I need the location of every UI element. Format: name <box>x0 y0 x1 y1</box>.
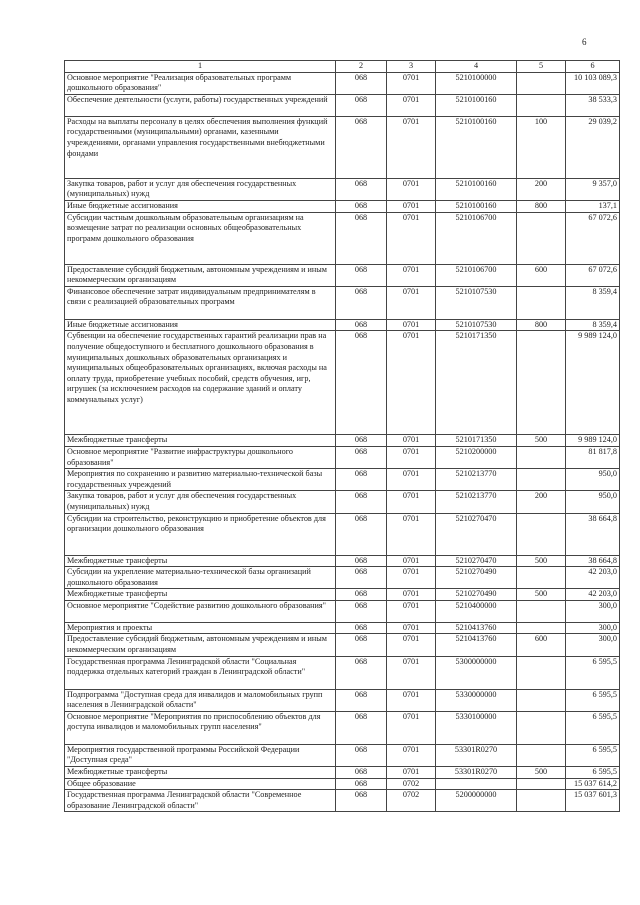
table-row <box>65 600 620 622</box>
cell-rz: 0701 <box>387 435 436 447</box>
cell-sum: 38 664,8 <box>566 555 620 567</box>
cell-sum: 67 072,6 <box>566 264 620 286</box>
table-row <box>65 435 620 447</box>
cell-rz: 0701 <box>387 656 436 689</box>
cell-name: Предоставление субсидий бюджетным, автономным учреждениям и иным некоммерческим организациям <box>65 634 336 656</box>
cell-rz: 0701 <box>387 744 436 766</box>
table-row <box>65 513 620 555</box>
cell-ved: 068 <box>336 491 387 513</box>
cell-ved: 068 <box>336 744 387 766</box>
cell-name: Мероприятия и проекты <box>65 622 336 634</box>
table-row <box>65 711 620 744</box>
cell-csr: 53301R0270 <box>436 767 517 779</box>
cell-name: Субсидии на строительство, реконструкцию и приобретение объектов для организации дошкольного образования <box>65 513 336 555</box>
budget-table <box>64 60 620 812</box>
cell-name: Основное мероприятие "Мероприятия по приспособлению объектов для доступа инвалидов и маломобильных групп населения" <box>65 711 336 744</box>
cell-name: Финансовое обеспечение затрат индивидуальным предпринимателям в связи с реализацией образовательных программ <box>65 286 336 319</box>
cell-rz: 0701 <box>387 264 436 286</box>
cell-name: Предоставление субсидий бюджетным, автономным учреждениям и иным некоммерческим организациям <box>65 264 336 286</box>
cell-csr: 5300000000 <box>436 656 517 689</box>
cell-vr <box>517 513 566 555</box>
cell-sum: 10 103 089,3 <box>566 72 620 94</box>
cell-rz: 0701 <box>387 513 436 555</box>
table-row <box>65 567 620 589</box>
cell-name: Иные бюджетные ассигнования <box>65 319 336 331</box>
cell-ved: 068 <box>336 767 387 779</box>
cell-name: Субсидии на укрепление материально-технической базы организаций дошкольного образования <box>65 567 336 589</box>
cell-rz: 0701 <box>387 622 436 634</box>
cell-ved: 068 <box>336 331 387 435</box>
cell-name: Межбюджетные трансферты <box>65 555 336 567</box>
cell-ved: 068 <box>336 446 387 468</box>
cell-vr: 200 <box>517 178 566 200</box>
cell-ved: 068 <box>336 200 387 212</box>
table-row <box>65 331 620 435</box>
cell-csr: 5210100160 <box>436 94 517 116</box>
cell-csr: 5210100160 <box>436 200 517 212</box>
cell-csr: 5210100160 <box>436 116 517 178</box>
cell-ved: 068 <box>336 656 387 689</box>
cell-rz: 0701 <box>387 689 436 711</box>
cell-ved: 068 <box>336 778 387 790</box>
cell-name: Субсидии частным дошкольным образовательным организациям на возмещение затрат по реализации основных общеобразовательных программ дошкольного образования <box>65 212 336 264</box>
cell-vr: 800 <box>517 319 566 331</box>
cell-vr <box>517 656 566 689</box>
cell-sum: 15 037 601,3 <box>566 790 620 812</box>
cell-sum: 950,0 <box>566 469 620 491</box>
header-cell-vr: 5 <box>517 61 566 73</box>
cell-sum: 300,0 <box>566 634 620 656</box>
cell-rz: 0701 <box>387 319 436 331</box>
table-row <box>65 446 620 468</box>
cell-name: Мероприятия государственной программы Российской Федерации "Доступная среда" <box>65 744 336 766</box>
cell-name: Государственная программа Ленинградской области "Современное образование Ленинградской области" <box>65 790 336 812</box>
cell-csr: 5210270470 <box>436 513 517 555</box>
cell-sum: 950,0 <box>566 491 620 513</box>
cell-rz: 0702 <box>387 778 436 790</box>
cell-ved: 068 <box>336 264 387 286</box>
cell-sum: 9 989 124,0 <box>566 331 620 435</box>
cell-vr: 500 <box>517 435 566 447</box>
cell-ved: 068 <box>336 600 387 622</box>
cell-rz: 0701 <box>387 446 436 468</box>
cell-name: Закупка товаров, работ и услуг для обеспечения государственных (муниципальных) нужд <box>65 178 336 200</box>
cell-vr <box>517 212 566 264</box>
table-row <box>65 589 620 601</box>
cell-sum: 6 595,5 <box>566 744 620 766</box>
cell-ved: 068 <box>336 711 387 744</box>
table-row <box>65 778 620 790</box>
cell-ved: 068 <box>336 555 387 567</box>
cell-name: Основное мероприятие "Содействие развитию дошкольного образования" <box>65 600 336 622</box>
cell-vr <box>517 446 566 468</box>
cell-rz: 0701 <box>387 331 436 435</box>
cell-ved: 068 <box>336 178 387 200</box>
cell-sum: 38 533,3 <box>566 94 620 116</box>
cell-name: Иные бюджетные ассигнования <box>65 200 336 212</box>
table-row <box>65 622 620 634</box>
cell-name: Мероприятия по сохранению и развитию материально-технической базы государственных учреждений <box>65 469 336 491</box>
cell-csr: 5210200000 <box>436 446 517 468</box>
table-row <box>65 689 620 711</box>
cell-csr <box>436 778 517 790</box>
cell-name: Межбюджетные трансферты <box>65 589 336 601</box>
cell-rz: 0701 <box>387 555 436 567</box>
cell-rz: 0701 <box>387 589 436 601</box>
table-row <box>65 767 620 779</box>
cell-name: Субвенции на обеспечение государственных гарантий реализации прав на получение общедоступного и бесплатного дошкольного образования в муниципальных дошкольных образовательных организациях и муниципальных общеобразовательных организациях, включая расходы на оплату труда, приобретение учебных пособий, средств обучения, игр, игрушек (за исключением расходов на содержание зданий и оплату коммунальных услуг) <box>65 331 336 435</box>
cell-sum: 8 359,4 <box>566 319 620 331</box>
cell-ved: 068 <box>336 72 387 94</box>
table-row <box>65 212 620 264</box>
cell-name: Государственная программа Ленинградской области "Социальная поддержка отдельных категорий граждан в Ленинградской области" <box>65 656 336 689</box>
cell-sum: 8 359,4 <box>566 286 620 319</box>
cell-vr <box>517 790 566 812</box>
cell-name: Подпрограмма "Доступная среда для инвалидов и маломобильных групп населения в Ленинградской области" <box>65 689 336 711</box>
cell-csr: 53301R0270 <box>436 744 517 766</box>
cell-rz: 0701 <box>387 286 436 319</box>
cell-rz: 0701 <box>387 178 436 200</box>
cell-ved: 068 <box>336 622 387 634</box>
cell-csr: 5210270470 <box>436 555 517 567</box>
cell-ved: 068 <box>336 435 387 447</box>
cell-rz: 0701 <box>387 200 436 212</box>
cell-csr: 5330100000 <box>436 711 517 744</box>
cell-ved: 068 <box>336 116 387 178</box>
cell-vr: 200 <box>517 491 566 513</box>
cell-sum: 29 039,2 <box>566 116 620 178</box>
cell-rz: 0701 <box>387 600 436 622</box>
cell-vr <box>517 331 566 435</box>
cell-ved: 068 <box>336 513 387 555</box>
cell-ved: 068 <box>336 634 387 656</box>
cell-vr <box>517 600 566 622</box>
header-cell-csr: 4 <box>436 61 517 73</box>
cell-name: Основное мероприятие "Развитие инфраструктуры дошкольного образования" <box>65 446 336 468</box>
cell-csr: 5210213770 <box>436 469 517 491</box>
table-row <box>65 744 620 766</box>
cell-csr: 5210171350 <box>436 331 517 435</box>
cell-ved: 068 <box>336 469 387 491</box>
cell-csr: 5210400000 <box>436 600 517 622</box>
cell-vr <box>517 711 566 744</box>
cell-csr: 5210413760 <box>436 622 517 634</box>
cell-sum: 6 595,5 <box>566 767 620 779</box>
cell-sum: 300,0 <box>566 622 620 634</box>
cell-csr: 5210213770 <box>436 491 517 513</box>
table-row <box>65 634 620 656</box>
table-row <box>65 469 620 491</box>
cell-rz: 0701 <box>387 567 436 589</box>
cell-vr <box>517 778 566 790</box>
cell-sum: 9 357,0 <box>566 178 620 200</box>
cell-rz: 0701 <box>387 72 436 94</box>
cell-vr <box>517 744 566 766</box>
cell-ved: 068 <box>336 286 387 319</box>
cell-sum: 137,1 <box>566 200 620 212</box>
cell-rz: 0701 <box>387 711 436 744</box>
cell-vr: 500 <box>517 767 566 779</box>
cell-rz: 0701 <box>387 212 436 264</box>
header-cell-name: 1 <box>65 61 336 73</box>
cell-name: Межбюджетные трансферты <box>65 435 336 447</box>
cell-rz: 0701 <box>387 767 436 779</box>
cell-rz: 0701 <box>387 634 436 656</box>
table-row <box>65 116 620 178</box>
cell-csr: 5210270490 <box>436 567 517 589</box>
cell-ved: 068 <box>336 567 387 589</box>
cell-csr: 5210413760 <box>436 634 517 656</box>
cell-rz: 0702 <box>387 790 436 812</box>
cell-sum: 81 817,8 <box>566 446 620 468</box>
cell-csr: 5210106700 <box>436 212 517 264</box>
cell-vr: 500 <box>517 555 566 567</box>
cell-sum: 6 595,5 <box>566 656 620 689</box>
table-row <box>65 286 620 319</box>
cell-name: Обеспечение деятельности (услуги, работы) государственных учреждений <box>65 94 336 116</box>
cell-vr: 600 <box>517 264 566 286</box>
table-row <box>65 491 620 513</box>
cell-csr: 5210106700 <box>436 264 517 286</box>
cell-sum: 9 989 124,0 <box>566 435 620 447</box>
cell-sum: 300,0 <box>566 600 620 622</box>
cell-ved: 068 <box>336 689 387 711</box>
cell-vr: 100 <box>517 116 566 178</box>
table-header-row <box>65 61 620 73</box>
table-row <box>65 264 620 286</box>
header-cell-ved: 2 <box>336 61 387 73</box>
table-row <box>65 72 620 94</box>
cell-sum: 67 072,6 <box>566 212 620 264</box>
cell-rz: 0701 <box>387 469 436 491</box>
cell-sum: 6 595,5 <box>566 689 620 711</box>
cell-name: Основное мероприятие "Реализация образовательных программ дошкольного образования" <box>65 72 336 94</box>
cell-rz: 0701 <box>387 116 436 178</box>
cell-name: Закупка товаров, работ и услуг для обеспечения государственных (муниципальных) нужд <box>65 491 336 513</box>
cell-name: Межбюджетные трансферты <box>65 767 336 779</box>
cell-csr: 5210107530 <box>436 286 517 319</box>
cell-rz: 0701 <box>387 491 436 513</box>
cell-vr <box>517 94 566 116</box>
cell-csr: 5210100000 <box>436 72 517 94</box>
cell-ved: 068 <box>336 790 387 812</box>
page-number: 6 <box>582 37 587 47</box>
cell-sum: 6 595,5 <box>566 711 620 744</box>
cell-vr <box>517 689 566 711</box>
table-row <box>65 656 620 689</box>
header-cell-rz: 3 <box>387 61 436 73</box>
cell-vr <box>517 286 566 319</box>
cell-sum: 42 203,0 <box>566 589 620 601</box>
cell-vr: 600 <box>517 634 566 656</box>
cell-sum: 15 037 614,2 <box>566 778 620 790</box>
header-cell-sum: 6 <box>566 61 620 73</box>
cell-csr: 5210107530 <box>436 319 517 331</box>
table-row <box>65 555 620 567</box>
table-row <box>65 200 620 212</box>
cell-csr: 5200000000 <box>436 790 517 812</box>
cell-csr: 5210171350 <box>436 435 517 447</box>
cell-csr: 5210100160 <box>436 178 517 200</box>
cell-ved: 068 <box>336 94 387 116</box>
table-row <box>65 790 620 812</box>
cell-name: Общее образование <box>65 778 336 790</box>
table-row <box>65 94 620 116</box>
cell-vr <box>517 72 566 94</box>
cell-sum: 38 664,8 <box>566 513 620 555</box>
table-row <box>65 319 620 331</box>
cell-csr: 5210270490 <box>436 589 517 601</box>
cell-ved: 068 <box>336 319 387 331</box>
cell-vr <box>517 469 566 491</box>
cell-vr <box>517 622 566 634</box>
cell-rz: 0701 <box>387 94 436 116</box>
cell-ved: 068 <box>336 212 387 264</box>
cell-vr: 800 <box>517 200 566 212</box>
cell-vr: 500 <box>517 589 566 601</box>
cell-vr <box>517 567 566 589</box>
cell-sum: 42 203,0 <box>566 567 620 589</box>
cell-ved: 068 <box>336 589 387 601</box>
cell-name: Расходы на выплаты персоналу в целях обеспечения выполнения функций государственными (муниципальными) органами, казенными учреждениями, органами управления государственными внебюджетными фондами <box>65 116 336 178</box>
table-row <box>65 178 620 200</box>
cell-csr: 5330000000 <box>436 689 517 711</box>
